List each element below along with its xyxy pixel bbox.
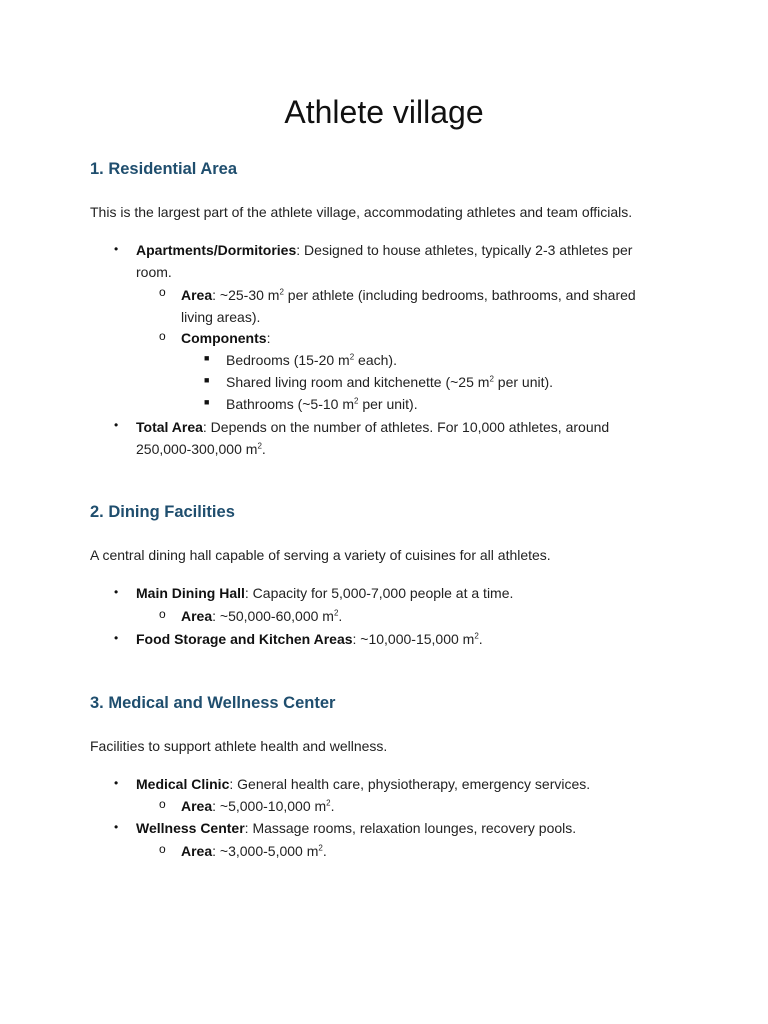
apartments-label: Apartments/Dormitories: [136, 242, 297, 258]
superscript: 2: [354, 396, 359, 406]
clinic-area-label: Area: [181, 798, 213, 814]
dining-hall-line: [136, 582, 513, 604]
bullet: •: [114, 242, 119, 256]
area-text: : ~25-30 m: [212, 287, 280, 303]
wellness-area-line: [181, 840, 327, 862]
residential-intro: This is the largest part of the athlete village, accommodating athletes and team officials.: [90, 204, 633, 220]
wellness-label: Wellness Center: [136, 820, 245, 836]
bathrooms-line: [226, 393, 418, 415]
living-line: [226, 371, 553, 393]
bedrooms-line: [226, 349, 397, 371]
bullet: o: [159, 842, 166, 856]
storage-line: [136, 628, 483, 650]
bullet: ■: [204, 375, 210, 385]
clinic-line: [136, 773, 590, 795]
clinic-area-text: : ~5,000-10,000 m: [212, 798, 327, 814]
components-label: Components: [181, 330, 267, 346]
apartments-line-2: room.: [136, 264, 172, 280]
section-heading-medical: 3. Medical and Wellness Center: [90, 694, 336, 712]
bathrooms-text: per unit).: [358, 396, 418, 412]
bullet: •: [114, 820, 119, 834]
bullet: •: [114, 585, 119, 599]
dining-hall-text: : Capacity for 5,000-7,000 people at a time.: [244, 585, 514, 601]
superscript: 2: [489, 374, 494, 384]
superscript: 2: [318, 843, 323, 853]
bedrooms-text: Bedrooms (15-20 m: [226, 352, 350, 368]
bullet: •: [114, 418, 119, 432]
bullet: •: [114, 776, 119, 790]
bullet: o: [159, 329, 166, 343]
superscript: 2: [279, 287, 284, 297]
superscript: 2: [257, 441, 262, 451]
dining-area-line: [181, 605, 342, 627]
living-text: Shared living room and kitchenette (~25 m: [226, 374, 490, 390]
components-colon: :: [266, 330, 271, 346]
storage-text: .: [478, 631, 483, 647]
clinic-area-line: [181, 795, 335, 817]
clinic-text: : General health care, physiotherapy, emergency services.: [229, 776, 591, 792]
area-line-2: living areas).: [181, 309, 261, 325]
clinic-label: Medical Clinic: [136, 776, 230, 792]
bullet: •: [114, 631, 119, 645]
bedrooms-text: each).: [354, 352, 397, 368]
page-title: Athlete village: [284, 94, 484, 130]
wellness-text: : Massage rooms, relaxation lounges, recovery pools.: [244, 820, 577, 836]
superscript: 2: [474, 631, 479, 641]
total-text: 250,000-300,000 m: [136, 441, 258, 457]
superscript: 2: [326, 798, 331, 808]
storage-text: : ~10,000-15,000 m: [352, 631, 475, 647]
dining-area-text: : ~50,000-60,000 m: [212, 608, 334, 624]
bullet: ■: [204, 397, 210, 407]
section-heading-residential: 1. Residential Area: [90, 160, 238, 178]
total-line-1: [136, 416, 609, 438]
wellness-area-text: : ~3,000-5,000 m: [212, 843, 319, 859]
wellness-line: [136, 817, 576, 839]
components-line: [181, 327, 270, 349]
dining-intro: A central dining hall capable of serving a variety of cuisines for all athletes.: [90, 547, 551, 563]
total-text: .: [261, 441, 266, 457]
wellness-area-label: Area: [181, 843, 213, 859]
dining-area-label: Area: [181, 608, 213, 624]
dining-hall-label: Main Dining Hall: [136, 585, 245, 601]
wellness-area-text: .: [322, 843, 327, 859]
clinic-area-text: .: [330, 798, 335, 814]
apartments-line-1: [136, 239, 632, 261]
dining-area-text: .: [338, 608, 343, 624]
superscript: 2: [333, 608, 339, 618]
storage-label: Food Storage and Kitchen Areas: [136, 631, 353, 647]
living-text: per unit).: [493, 374, 554, 390]
bullet: o: [159, 607, 166, 621]
medical-intro: Facilities to support athlete health and wellness.: [90, 738, 388, 754]
bathrooms-text: Bathrooms (~5-10 m: [226, 396, 354, 412]
section-heading-dining: 2. Dining Facilities: [90, 503, 235, 521]
area-label: Area: [181, 287, 213, 303]
area-text: per athlete (including bedrooms, bathrooms, and shared: [283, 287, 636, 303]
bullet: ■: [204, 353, 210, 363]
superscript: 2: [349, 352, 355, 362]
area-line-1: [181, 284, 636, 306]
bullet: o: [159, 797, 166, 811]
total-line-2: [136, 438, 266, 460]
apartments-text: : Designed to house athletes, typically 2-3 athletes per: [296, 242, 633, 258]
total-label: Total Area: [136, 419, 203, 435]
bullet: o: [159, 285, 166, 299]
total-text: : Depends on the number of athletes. For 10,000 athletes, around: [202, 419, 610, 435]
